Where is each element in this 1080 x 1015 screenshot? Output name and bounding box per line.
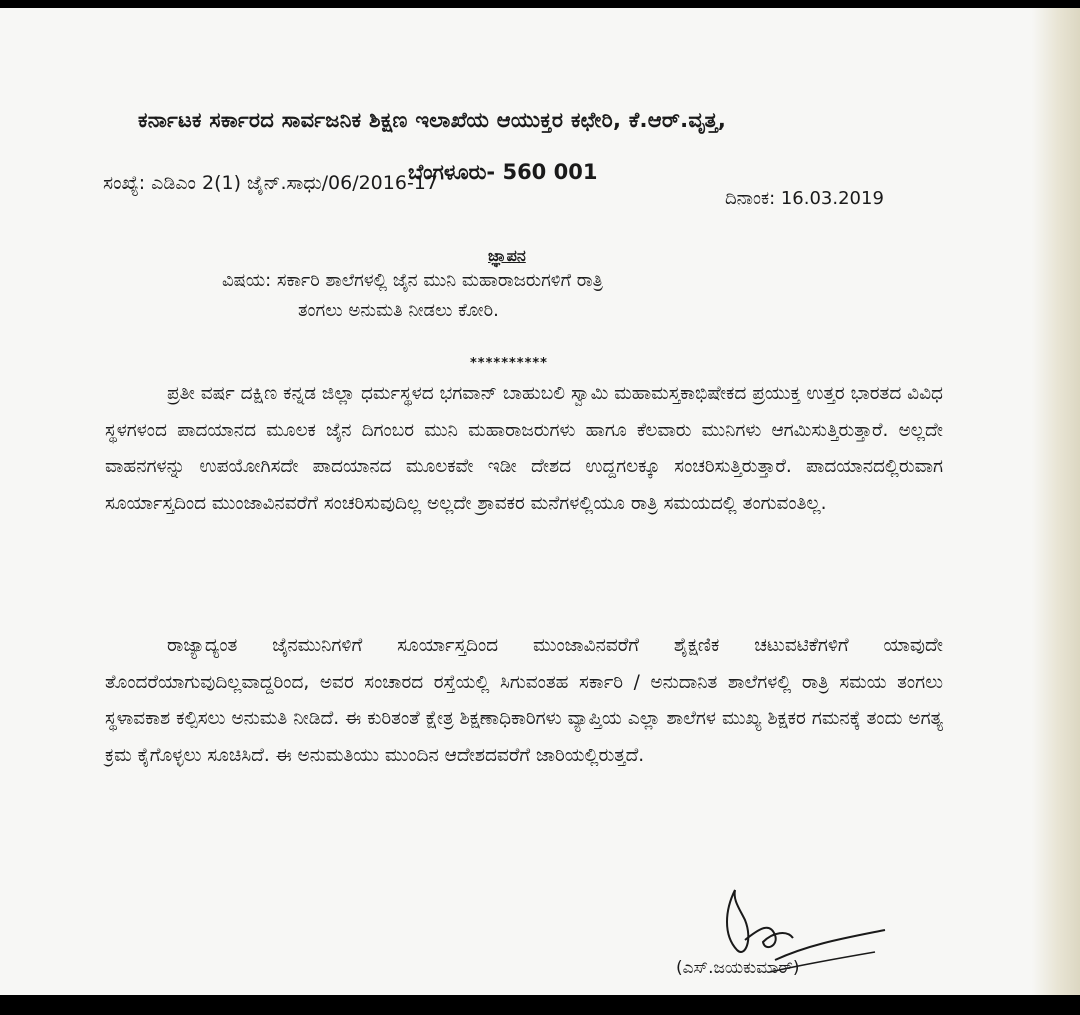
- office-header-line1: ಕರ್ನಾಟಕ ಸರ್ಕಾರದ ಸಾರ್ವಜನಿಕ ಶಿಕ್ಷಣ ಇಲಾಖೆಯ ಆಯುಕ್ತರ ಕಛೇರಿ, ಕೆ.ಆರ್.ವೃತ್ತ,: [138, 108, 727, 132]
- document-date: ದಿನಾಂಕ: 16.03.2019: [725, 188, 884, 209]
- subject-line-2: ತಂಗಲು ಅನುಮತಿ ನೀಡಲು ಕೋರಿ.: [298, 300, 499, 321]
- reference-number: ಸಂಖ್ಯೆ: ಎಡಿಎಂ 2(1) ಜೈನ್.ಸಾಧು/06/2016-17: [103, 172, 438, 194]
- signatory-name: (ಎಸ್.ಜಯಕುಮಾರ್): [676, 958, 800, 978]
- bottom-frame-bar: [0, 995, 1080, 1015]
- top-frame-bar: [0, 0, 1080, 8]
- subject-line-1: ವಿಷಯ: ಸರ್ಕಾರಿ ಶಾಲೆಗಳಲ್ಲಿ ಜೈನ ಮುನಿ ಮಹಾರಾಜರುಗಳಿಗೆ ರಾತ್ರಿ: [222, 270, 603, 291]
- body-paragraph-2: ರಾಜ್ಯಾದ್ಯಂತ ಜೈನಮುನಿಗಳಿಗೆ ಸೂರ್ಯಾಸ್ತದಿಂದ ಮುಂಜಾವಿನವರೆಗೆ ಶೈಕ್ಷಣಿಕ ಚಟುವಟಿಕೆಗಳಿಗೆ ಯಾವುದೇ ತೊಂದರೆಯಾಗುವುದಿಲ್ಲವಾದ್ದರಿಂದ, ಅವರ ಸಂಚಾರದ ರಸ್ತೆಯಲ್ಲಿ ಸಿಗುವಂತಹ ಸರ್ಕಾರಿ / ಅನುದಾನಿತ ಶಾಲೆಗಳಲ್ಲಿ ರಾತ್ರಿ ಸಮಯ ತಂಗಲು ಸ್ಥಳಾವಕಾಶ ಕಲ್ಪಿಸಲು ಅನುಮತಿ ನೀಡಿದೆ. ಈ ಕುರಿತಂತೆ ಕ್ಷೇತ್ರ ಶಿಕ್ಷಣಾಧಿಕಾರಿಗಳು ವ್ಯಾಪ್ತಿಯ ಎಲ್ಲಾ ಶಾಲೆಗಳ ಮುಖ್ಯ ಶಿಕ್ಷಕರ ಗಮನಕ್ಕೆ ತಂದು ಅಗತ್ಯ ಕ್ರಮ ಕೈಗೊಳ್ಳಲು ಸೂಚಿಸಿದೆ. ಈ ಅನುಮತಿಯು ಮುಂದಿನ ಆದೇಶದವರೆಗೆ ಜಾರಿಯಲ್ಲಿರುತ್ತದೆ.: [105, 635, 943, 766]
- page-edge-shadow: [1032, 8, 1080, 995]
- notice-title: ಜ್ಞಾಪನ: [488, 246, 526, 265]
- office-header-line2: ಬೆಂಗಳೂರು- 560 001: [408, 160, 598, 184]
- body-paragraph-1: ಪ್ರತೀ ವರ್ಷ ದಕ್ಷಿಣ ಕನ್ನಡ ಜಿಲ್ಲಾ ಧರ್ಮಸ್ಥಳದ ಭಗವಾನ್ ಬಾಹುಬಲಿ ಸ್ವಾಮಿ ಮಹಾಮಸ್ತಕಾಭಿಷೇಕದ ಪ್ರಯುಕ್ತ ಉತ್ತರ ಭಾರತದ ವಿವಿಧ ಸ್ಥಳಗಳಂದ ಪಾದಯಾನದ ಮೂಲಕ ಜೈನ ದಿಗಂಬರ ಮುನಿ ಮಹಾರಾಜರುಗಳು ಹಾಗೂ ಕೆಲವಾರು ಮುನಿಗಳು ಆಗಮಿಸುತ್ತಿರುತ್ತಾರೆ. ಅಲ್ಲದೇ ವಾಹನಗಳನ್ನು ಉಪಯೋಗಿಸದೇ ಪಾದಯಾನದ ಮೂಲಕವೇ ಇಡೀ ದೇಶದ ಉದ್ದಗಲಕ್ಕೂ ಸಂಚರಿಸುತ್ತಿರುತ್ತಾರೆ. ಪಾದಯಾನದಲ್ಲಿರುವಾಗ ಸೂರ್ಯಾಸ್ತದಿಂದ ಮುಂಜಾವಿನವರೆಗೆ ಸಂಚರಿಸುವುದಿಲ್ಲ ಅಲ್ಲದೇ ಶ್ರಾವಕರ ಮನೆಗಳಲ್ಲಿಯೂ ರಾತ್ರಿ ಸಮಯದಲ್ಲಿ ತಂಗುವಂತಿಲ್ಲ.: [105, 383, 943, 514]
- separator-stars: **********: [470, 356, 548, 371]
